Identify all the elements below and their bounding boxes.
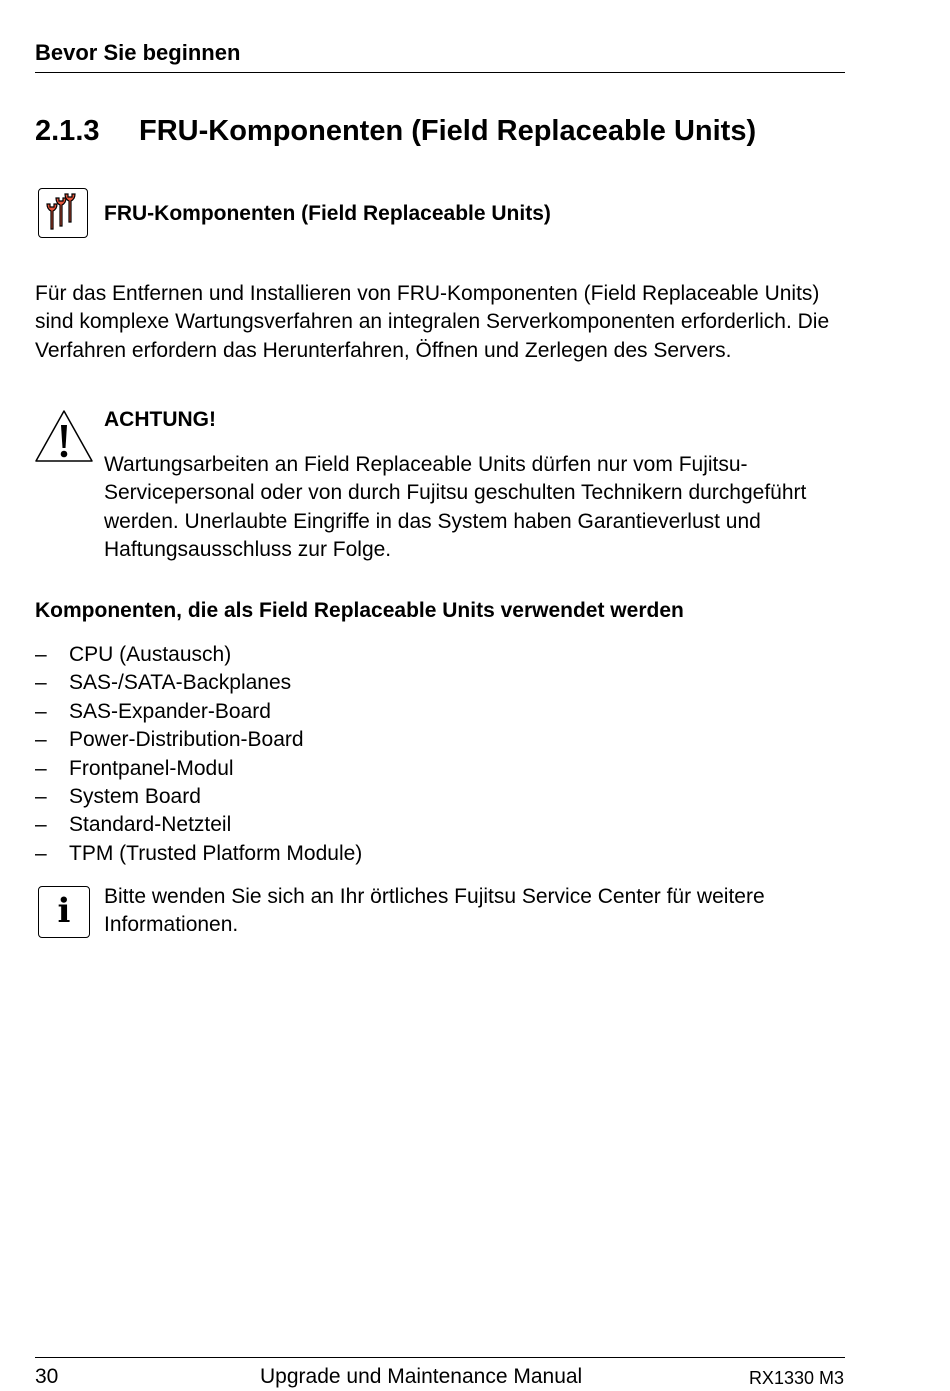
- page-number: 30: [35, 1365, 59, 1388]
- list-item-label: TPM (Trusted Platform Module): [69, 841, 363, 865]
- model-name: RX1330 M3: [748, 1368, 844, 1388]
- section-heading: [35, 114, 756, 148]
- list-bullet: –: [35, 756, 47, 780]
- wrenches-icon: [38, 188, 88, 238]
- warning-title: ACHTUNG!: [104, 408, 216, 431]
- list-item-label: System Board: [69, 785, 201, 809]
- section-title: FRU-Komponenten (Field Replaceable Units): [139, 115, 757, 147]
- footer-rule: [35, 1357, 845, 1358]
- intro-paragraph: Für das Entfernen und Installieren von FRU-Komponenten (Field Replaceable Units) sind komplexe Wartungsverfahren an integralen Serverkomponenten erforderlich. Die Verfahren erfordern das Herunterfahren, Öffnen und Zerlegen des Servers.: [35, 282, 830, 362]
- components-list: [35, 641, 362, 868]
- list-bullet: –: [35, 728, 47, 752]
- list-item: [35, 755, 362, 783]
- list-bullet: –: [35, 785, 47, 809]
- list-item: [35, 669, 362, 697]
- info-text: Bitte wenden Sie sich an Ihr örtliches Fujitsu Service Center für weitere Informationen.: [104, 885, 765, 937]
- list-item: [35, 726, 362, 754]
- info-glyph: i: [57, 891, 71, 931]
- components-heading: Komponenten, die als Field Replaceable Units verwendet werden: [35, 599, 684, 622]
- list-item-label: CPU (Austausch): [69, 643, 232, 666]
- list-bullet: –: [35, 813, 47, 837]
- list-bullet: –: [35, 671, 47, 695]
- list-item: [35, 641, 362, 669]
- header-rule: [35, 72, 845, 73]
- list-item: [35, 783, 362, 811]
- list-item-label: SAS-Expander-Board: [69, 699, 271, 723]
- chapter-title: Bevor Sie beginnen: [35, 40, 241, 65]
- list-bullet: –: [35, 643, 47, 666]
- wrenches-icon-graphic: [39, 189, 86, 236]
- section-number: 2.1.3: [35, 115, 100, 147]
- warning-text: Wartungsarbeiten an Field Replaceable Units dürfen nur vom Fujitsu-Servicepersonal oder von durch Fujitsu geschulten Technikern durchgeführt werden. Unerlaubte Eingriffe in das System haben Garantieverlust und Haftungsausschluss zur Folge.: [104, 453, 807, 562]
- manual-title: Upgrade und Maintenance Manual: [260, 1365, 583, 1388]
- list-item-label: Frontpanel-Modul: [69, 756, 234, 780]
- list-item: [35, 811, 362, 839]
- fru-notice-label: FRU-Komponenten (Field Replaceable Units): [104, 202, 551, 225]
- list-bullet: –: [35, 699, 47, 723]
- list-item-label: SAS-/SATA-Backplanes: [69, 671, 292, 695]
- info-icon: [38, 886, 90, 938]
- list-item: [35, 698, 362, 726]
- list-item-label: Standard-Netzteil: [69, 813, 232, 837]
- list-item: [35, 840, 362, 868]
- list-bullet: –: [35, 841, 47, 865]
- list-item-label: Power-Distribution-Board: [69, 728, 304, 752]
- warning-triangle-icon: [33, 408, 95, 464]
